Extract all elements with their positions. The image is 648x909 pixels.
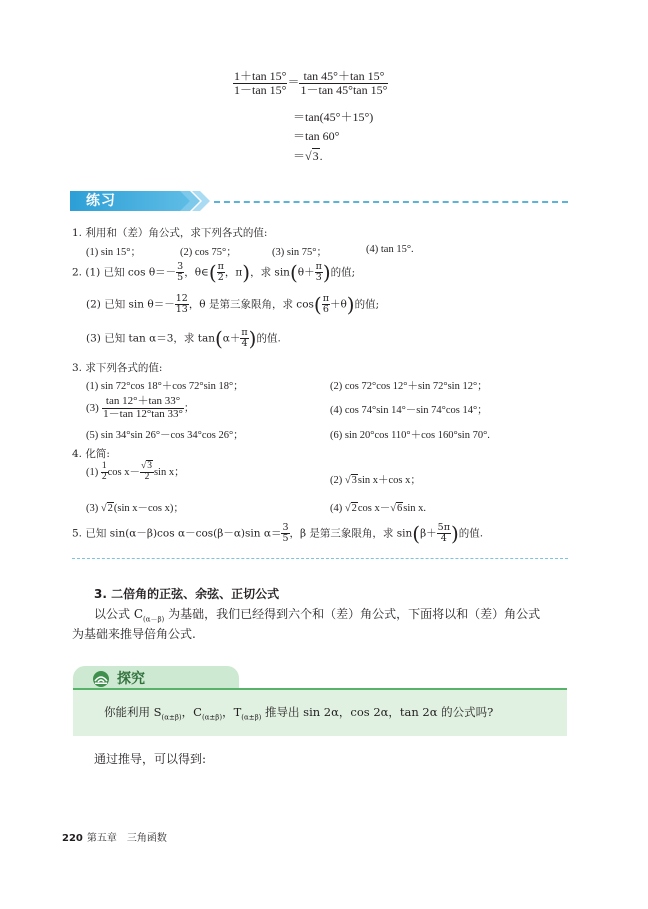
practice-bottom-divider bbox=[72, 558, 568, 559]
text: ； bbox=[183, 402, 195, 415]
subscript: (α－β) bbox=[143, 615, 165, 624]
paren-close: ) bbox=[248, 326, 257, 351]
derivation-step-4 bbox=[293, 147, 323, 164]
fraction-lhs bbox=[233, 70, 287, 96]
q1-prompt: 1. 利用和（差）角公式，求下列各式的值: bbox=[72, 227, 268, 239]
text: ，C bbox=[181, 705, 202, 719]
text: (sin x－cos x)； bbox=[113, 503, 184, 514]
subscript: (α±β) bbox=[201, 713, 223, 722]
equals-sign: ＝ bbox=[293, 149, 306, 163]
q1-item-3: (3) sin 75°； bbox=[272, 247, 327, 258]
fraction bbox=[437, 523, 451, 544]
sqrt: √2 bbox=[344, 503, 357, 514]
q4-item-4 bbox=[330, 500, 426, 515]
text: sin x； bbox=[153, 466, 185, 478]
text: 的值; bbox=[354, 298, 380, 311]
radicand: 3 bbox=[147, 461, 152, 471]
text: cos x－ bbox=[107, 466, 140, 478]
practice-title: 练习 bbox=[86, 193, 116, 209]
fraction-numerator: π bbox=[217, 261, 224, 272]
fraction-numerator: π bbox=[315, 261, 322, 272]
text: β＋ bbox=[420, 527, 437, 540]
label: (3) bbox=[86, 402, 99, 415]
q5-prompt bbox=[72, 523, 483, 544]
text: α＋ bbox=[222, 332, 241, 345]
q4-item-1 bbox=[86, 462, 185, 483]
paren-close: ) bbox=[450, 521, 459, 546]
explore-divider bbox=[73, 688, 567, 690]
section-heading: 3. 二倍角的正弦、余弦、正切公式 bbox=[94, 587, 280, 601]
text: 5. 已知 sin(α－β)cos α－cos(β－α)sin α＝ bbox=[72, 527, 282, 540]
fraction-denominator: 3 bbox=[315, 271, 322, 283]
fraction bbox=[322, 294, 330, 315]
q1-item-4: (4) tan 15°. bbox=[366, 244, 414, 255]
text: 2. (1) 已知 cos θ＝－ bbox=[72, 266, 177, 279]
sqrt: √2 bbox=[100, 503, 113, 514]
fraction-denominator: 1－tan 45°tan 15° bbox=[300, 82, 388, 97]
q3-item-3 bbox=[86, 396, 194, 420]
text: ＋θ bbox=[329, 298, 347, 311]
q1-item-2: (2) cos 75°； bbox=[180, 247, 237, 258]
fraction-denominator: 6 bbox=[322, 303, 329, 315]
fraction-denominator: 4 bbox=[440, 532, 447, 544]
fraction-numerator: 1＋tan 15° bbox=[234, 69, 287, 83]
practice-top-divider bbox=[214, 201, 568, 203]
explore-question bbox=[104, 704, 493, 721]
paren-open: ( bbox=[208, 260, 217, 285]
fraction-denominator: 1－tan 12°tan 33° bbox=[103, 407, 183, 420]
text: ，求 sin bbox=[250, 266, 290, 279]
fraction-numerator: 1 bbox=[101, 461, 107, 471]
q3-item-5: (5) sin 34°sin 26°－cos 34°cos 26°； bbox=[86, 430, 244, 441]
paren-close: ) bbox=[346, 292, 355, 317]
text: 推导出 sin 2α，cos 2α，tan 2α 的公式吗? bbox=[261, 705, 494, 719]
label: (4) bbox=[330, 503, 343, 514]
page-number: 220 bbox=[62, 833, 83, 844]
radicand: 3 bbox=[351, 475, 357, 486]
text: (3) 已知 tan α＝3，求 tan bbox=[86, 332, 215, 345]
fraction-numerator: π bbox=[241, 327, 248, 338]
explore-icon bbox=[92, 670, 110, 688]
fraction-numerator: tan 12°＋tan 33° bbox=[102, 396, 184, 409]
page-footer bbox=[62, 829, 167, 844]
fraction-denominator: 2 bbox=[101, 471, 107, 482]
fraction bbox=[281, 523, 289, 544]
section-paragraph-line-2: 为基础来推导倍角公式. bbox=[72, 627, 196, 641]
sqrt: √6 bbox=[390, 503, 403, 514]
text: cos x－ bbox=[357, 503, 391, 514]
text: ，β 是第三象限角，求 sin bbox=[289, 527, 413, 540]
fraction bbox=[175, 294, 189, 315]
q2-part-1 bbox=[72, 262, 355, 283]
q3-item-2: (2) cos 72°cos 12°＋sin 72°sin 12°； bbox=[330, 381, 488, 392]
fraction-denominator: 13 bbox=[175, 303, 188, 315]
label: (2) bbox=[330, 475, 343, 486]
fraction-denominator: 2 bbox=[217, 271, 224, 283]
text: ，T bbox=[222, 705, 242, 719]
paren-close: ) bbox=[322, 260, 331, 285]
fraction-denominator: 5 bbox=[282, 532, 289, 544]
fraction-denominator: 4 bbox=[241, 337, 248, 349]
q3-item-4: (4) cos 74°sin 14°－sin 74°cos 14°； bbox=[330, 405, 488, 416]
fraction-numerator: tan 45°＋tan 15° bbox=[299, 70, 388, 84]
fraction bbox=[176, 262, 184, 283]
text: ，θ∈ bbox=[184, 266, 209, 279]
radicand: 6 bbox=[397, 503, 403, 514]
fraction bbox=[101, 462, 108, 483]
subscript: (α±β) bbox=[161, 713, 182, 722]
radicand: 3 bbox=[312, 149, 319, 163]
explore-title: 探究 bbox=[117, 671, 145, 687]
fraction-numerator: 5π bbox=[437, 522, 450, 533]
fraction-numerator: 3 bbox=[177, 261, 184, 272]
fraction-numerator: 3 bbox=[282, 522, 289, 533]
label: (3) bbox=[86, 503, 99, 514]
text: ，π bbox=[224, 266, 243, 279]
section-paragraph-line-1 bbox=[94, 605, 540, 624]
text: ，θ 是第三象限角，求 cos bbox=[188, 298, 314, 311]
q3-item-1: (1) sin 72°cos 18°＋cos 72°sin 18°； bbox=[86, 381, 244, 392]
fraction bbox=[140, 462, 154, 483]
chapter-title: 第五章 三角函数 bbox=[86, 833, 167, 844]
q1-item-1: (1) sin 15°； bbox=[86, 247, 141, 258]
derivation-step-3: ＝tan 60° bbox=[293, 129, 340, 143]
fraction bbox=[102, 396, 184, 420]
q4-prompt: 4. 化简: bbox=[72, 448, 110, 460]
sqrt: √3 bbox=[305, 149, 319, 163]
q3-prompt: 3. 求下列各式的值: bbox=[72, 362, 163, 374]
label: (1) bbox=[86, 466, 99, 478]
paren-open: ( bbox=[214, 326, 223, 351]
sqrt: √3 bbox=[344, 475, 357, 486]
fraction bbox=[217, 262, 225, 283]
sqrt: √3 bbox=[141, 461, 152, 471]
derivation-step-2: ＝tan(45°＋15°) bbox=[293, 110, 374, 124]
fraction-denominator: 5 bbox=[177, 271, 184, 283]
fraction-numerator: π bbox=[322, 293, 329, 304]
radicand: 2 bbox=[351, 503, 357, 514]
subscript: (α±β) bbox=[241, 713, 262, 722]
text: 的值. bbox=[458, 527, 484, 540]
paren-open: ( bbox=[289, 260, 298, 285]
text: sin x. bbox=[403, 503, 427, 514]
fraction-denominator: 2 bbox=[144, 471, 150, 482]
fraction-rhs bbox=[299, 70, 388, 96]
paren-close: ) bbox=[242, 260, 251, 285]
radicand: 2 bbox=[107, 503, 113, 514]
text: 你能利用 S bbox=[104, 705, 162, 719]
text: 为基础，我们已经得到六个和（差）角公式，下面将以和（差）角公式 bbox=[164, 607, 541, 621]
text: θ＋ bbox=[297, 266, 315, 279]
period: . bbox=[319, 149, 323, 163]
text: 的值; bbox=[330, 266, 356, 279]
closing-sentence: 通过推导，可以得到: bbox=[94, 752, 207, 766]
q2-part-3 bbox=[86, 328, 281, 349]
text: sin x＋cos x； bbox=[357, 475, 421, 486]
equals-sign: ＝ bbox=[287, 74, 300, 89]
q3-item-6: (6) sin 20°cos 110°＋cos 160°sin 70°. bbox=[330, 430, 490, 441]
text: 的值. bbox=[256, 332, 281, 345]
fraction bbox=[315, 262, 323, 283]
q4-item-2 bbox=[330, 472, 421, 487]
text: (2) 已知 sin θ＝－ bbox=[86, 298, 175, 311]
paren-open: ( bbox=[313, 292, 322, 317]
fraction-denominator: 1－tan 15° bbox=[234, 82, 287, 97]
derivation-line-1 bbox=[233, 70, 388, 96]
paren-open: ( bbox=[412, 521, 421, 546]
q2-part-2 bbox=[86, 294, 379, 315]
fraction-numerator: 12 bbox=[175, 293, 188, 304]
q4-item-3 bbox=[86, 500, 184, 515]
fraction bbox=[240, 328, 248, 349]
text: 以公式 C bbox=[94, 607, 143, 621]
